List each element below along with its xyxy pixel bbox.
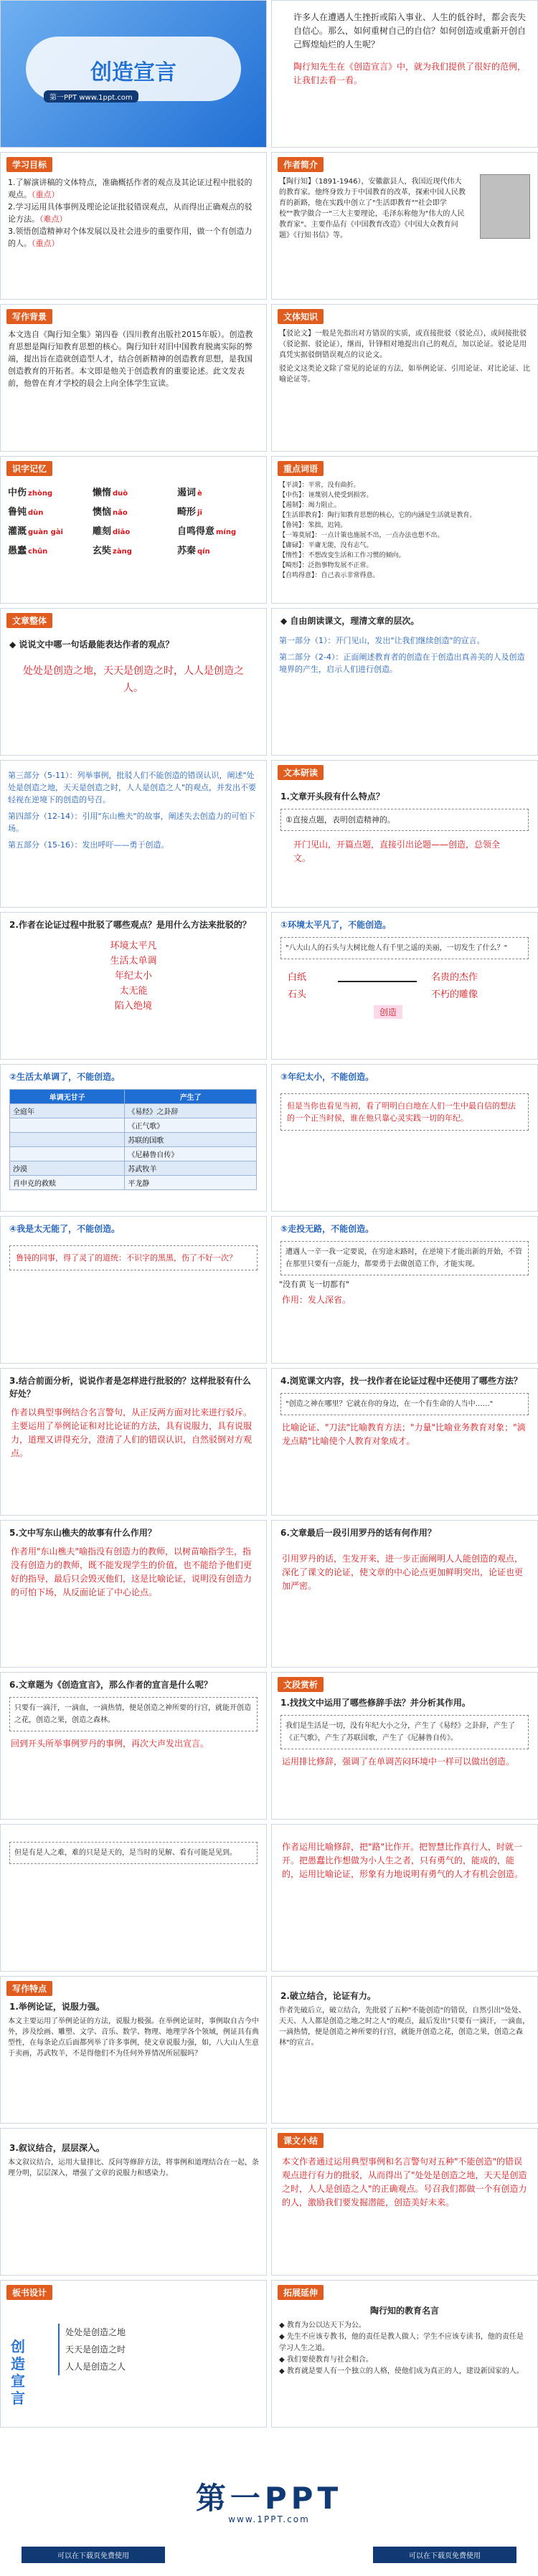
char-item <box>8 485 90 498</box>
board-item: 天天是创造之时 <box>58 2341 126 2358</box>
analysis-a2: 开门见山，开篇点题，直接引出论题——创造，总领全文。 <box>293 840 501 863</box>
cover-brand: 第一PPT <box>49 94 77 102</box>
writing-text-1: 本文主要运用了举例论证的方法，说服力极强。在举例论证时，事例取自古今中外，涉及绘画、雕塑、文学、音乐、数学、物理、地理学各个领域，例证具有典型性，在每条论点后面都列举了许多事例，使文章说服力强，如，八大山人生意于卖画，苏武牧羊，不是得他们不为任何外界情况所屈服吗？ <box>8 2017 259 2058</box>
q2-slide <box>0 912 267 1060</box>
q4-answer: 比喻论证、"刀法"比喻教育方法；"力量"比喻业务教育对象；"滴龙点睛"比喻使个人教育对象成才。 <box>282 1422 526 1446</box>
word-item: 【遏制】：竭力阻止。 <box>279 502 341 509</box>
table-cell: 《正气歌》 <box>125 1118 257 1133</box>
bullet-icon: ◆ <box>279 2367 287 2375</box>
q4-question: 4.浏览课文内容，找一找作者在论证过程中还使用了哪些方法？ <box>280 1376 522 1386</box>
env-result: 创造 <box>374 1005 402 1019</box>
writing-point-2: 2.破立结合，论证有力。 <box>280 1991 376 2001</box>
words-slide <box>271 456 538 604</box>
table-row <box>10 1133 257 1147</box>
char-word: 苏秦 <box>177 546 197 556</box>
part-3: 第三部分（5-11）：列举事例，批驳人们不能创造的错误认识，阐述"处处是创造之地，天天是创造之时，人人是创造之人"的观点，并发出不要轻视在逆境下的创造的号召。 <box>8 771 257 804</box>
genre-slide <box>271 304 538 452</box>
char-word: 玄奘 <box>93 546 112 556</box>
desp-text: 遭遇人一辛一我一定要说，在穷途末路时，在逆境下才能出新的开始，不管在那里只要有一点能力，都要勇于去做创造工作，才能实现。 <box>280 1241 529 1275</box>
table-row <box>10 1147 257 1161</box>
q2-item: 太无能 <box>119 986 148 997</box>
intro-text: 许多人在遭遇人生挫折或陷入事业、人生的低谷时，都会丧失自信心。那么，如何重树自己的自信？如何创造或重新开创自己辉煌灿烂的人生呢？ <box>293 12 527 49</box>
study-label: 文章整体 <box>6 613 52 628</box>
char-item <box>8 523 90 537</box>
env-slide <box>271 912 538 1060</box>
table-row <box>10 1176 257 1190</box>
char-word: 灌溉 <box>8 526 27 537</box>
life-title: ②生活太单调了，不能创造。 <box>9 1072 121 1082</box>
art-label: 文段赏析 <box>278 1677 324 1692</box>
char-item <box>93 485 174 498</box>
q2-item: 年纪太小 <box>114 971 152 982</box>
study-slide <box>0 608 267 756</box>
char-pinyin: è <box>197 490 202 498</box>
quote-item <box>279 2332 530 2354</box>
table-cell: 《尼赫鲁自传》 <box>125 1147 257 1161</box>
writing-slide-2 <box>271 1976 538 2124</box>
age-slide <box>271 1064 538 1212</box>
table-cell: 苏联的国歌 <box>125 1133 257 1147</box>
char-pinyin: zhòng <box>28 490 53 498</box>
bullet-icon: ◆ <box>9 640 19 650</box>
env-left-1: 白纸 <box>288 972 307 983</box>
char-pinyin: guàn gài <box>28 528 63 536</box>
desp-title: ⑤走投无路，不能创造。 <box>280 1224 374 1234</box>
board-item: 处处是创造之地 <box>58 2324 126 2341</box>
char-pinyin: diāo <box>113 528 131 536</box>
word-item: 【鲁钝】：笨拙，迟钝。 <box>279 522 347 529</box>
study-q1: 说说文中哪一句话最能表达作者的观点？ <box>19 640 174 650</box>
word-item: 【一筹莫展】：一点计策也施展不出，一点办法也想不出。 <box>279 532 444 539</box>
quote-text: 我们要使教育与社会相合。 <box>286 2356 373 2364</box>
char-word: 畸形 <box>177 507 197 518</box>
desp-quote: "没有黄飞一切都有" <box>279 1280 350 1289</box>
q3-answer: 作者以典型事例结合名言警句，从正反两方面对比来进行驳斥。主要运用了举例论证和对比论证的方法，具有说服力，具有说服力，道理又讲得充分，澄清了人们的错误认识，自然驳倒对方观点。 <box>11 1407 253 1458</box>
q4-slide <box>271 1368 538 1516</box>
life-header-2: 产生了 <box>125 1090 257 1104</box>
intro-highlight: 陶行知先生在《创造宣言》中，就为我们提供了很好的范例，让我们去看一看。 <box>293 62 527 85</box>
char-word: 中伤 <box>8 488 27 498</box>
q3-question: 3.结合前面分析，说说作者是怎样进行批驳的？这样批驳有什么好处？ <box>9 1376 251 1399</box>
goal-1-tag: （重点） <box>32 190 60 199</box>
char-pinyin: qín <box>197 548 210 556</box>
table-cell <box>10 1133 125 1147</box>
analysis-a1: ①直接点题，表明创造精神的。 <box>280 809 529 831</box>
analysis-question: 1.文章开头段有什么特点？ <box>280 792 384 802</box>
goal-1: 1.了解演讲稿的文体特点，准确概括作者的观点及其论证过程中批驳的观点。 <box>8 178 253 199</box>
q6-slide <box>271 1520 538 1668</box>
char-word: 雕刻 <box>93 526 112 537</box>
board-item: 人人是创造之人 <box>58 2358 126 2375</box>
quotes-label: 拓展延伸 <box>278 2285 324 2300</box>
table-cell <box>10 1118 125 1133</box>
char-pinyin: dùn <box>28 509 44 517</box>
q7-slide <box>0 1672 267 1820</box>
part-5: 第五部分（15-16）：发出呼吁——勇于创造。 <box>8 840 169 850</box>
board-label: 板书设计 <box>6 2285 52 2300</box>
cover-slide <box>0 0 267 148</box>
word-item: 【生活即教育】：陶行知教育思想的核心，它的内涵是生活就是教育。 <box>279 512 476 519</box>
author-slide <box>271 152 538 300</box>
study-answer: 处处是创造之地，天天是创造之时，人人是创造之人。 <box>23 665 244 694</box>
env-right-2: 不朽的雕像 <box>431 989 478 1000</box>
q6-question: 6.文章最后一段引用罗丹的话有何作用？ <box>280 1528 436 1538</box>
useless-title: ④我是太无能了，不能创造。 <box>9 1224 121 1234</box>
chars-slide <box>0 456 267 604</box>
env-arrow <box>338 981 417 982</box>
quote-text: 教育为公以达天下为公。 <box>286 2321 366 2329</box>
quote-item <box>279 2354 530 2366</box>
table-cell <box>10 1147 125 1161</box>
env-title: ①环境太平凡了，不能创造。 <box>280 920 392 930</box>
q2-list <box>1 934 266 1018</box>
char-word: 遏词 <box>177 488 197 498</box>
study-question <box>1 632 266 654</box>
char-word: 懊恼 <box>93 507 112 518</box>
table-cell: 肖申克的救赎 <box>10 1176 125 1190</box>
q5-answer: 作者用"东山樵夫"喻指没有创造力的教师，以树苗喻指学生，指没有创造力的教师，既不能发现学生的价值，也不能给予他们更好的指导，最后只会毁灭他们，这是比喻论证，说明没有创造力的可怕下场，从反面论证了中心论点。 <box>11 1546 253 1597</box>
quote-text: 教育就是要人有一个独立的人格，使他们成为真正的人，建设新国家的人。 <box>286 2367 524 2375</box>
summary-slide <box>271 2128 538 2276</box>
age-text: 但是当你也看见当初，看了明明白白地在人们一生中最自信的想法的一个正当时侯，谁在他只靠心灵实践一切的年纪。 <box>280 1093 529 1131</box>
author-portrait <box>480 174 530 239</box>
writing-slide-1 <box>0 1976 267 2124</box>
q3-slide <box>0 1368 267 1516</box>
table-cell: 《易经》之卦辞 <box>125 1104 257 1118</box>
char-word: 愚蠢 <box>8 546 27 556</box>
table-cell: 苏武牧羊 <box>125 1161 257 1176</box>
writing-text-2: 作者先破后立，破立结合，先批驳了五种"不能创造"的错误，自然引出"处处、天天、人人都是创造之地之时之人"的观点，最后发出"只要有一滴汗，一滴血，一滴热情，便是创造之神所要的行宫，就能开创造之花，创造之果，创造之森林"的宣言。 <box>279 2007 530 2047</box>
board-list <box>58 2324 126 2375</box>
art2-slide-right <box>271 1824 538 1972</box>
table-cell: 沙漠 <box>10 1161 125 1176</box>
structure-slide <box>0 760 267 908</box>
analysis-label: 文本研读 <box>278 765 324 780</box>
art-answer-1: 运用排比修辞，强调了在单调苦闷环境中一样可以做出创造。 <box>282 1757 515 1767</box>
author-text: 【陶行知】（1891-1946），安徽歙县人，我国近现代伟大的教育家。他终身致力于中国教育的改革，探索中国人民教育的新路，他在实践中创立了"生活即教育""社会即学校""教学做合一"三大主要理论，毛泽东称他为"伟大的人民教育家"。主要作品有《中国教育改造》《中国大众教育问题》《行知书信》等。 <box>279 178 466 239</box>
q5-question: 5.文中写东山樵夫的故事有什么作用？ <box>9 1528 156 1538</box>
writing-label: 写作特点 <box>6 1981 52 1996</box>
table-row <box>10 1118 257 1133</box>
art-slide <box>271 1672 538 1820</box>
background-label: 写作背景 <box>6 309 52 324</box>
desp-slide <box>271 1216 538 1364</box>
desp-answer: 作用：发人深省。 <box>282 1295 351 1305</box>
char-item <box>8 504 90 518</box>
genre-text-1: 【驳论文】一般是先指出对方错误的实质，或直接批驳（驳论点），或间接批驳（驳论据、驳论证），继而，针锋相对地提出自己的观点，加以论证。驳论是用真凭实据驳倒错误观点的议论文。 <box>279 330 527 359</box>
board-title: 创造宣言 <box>11 2338 25 2407</box>
summary-label: 课文小结 <box>278 2133 324 2148</box>
word-item: 【中伤】：诬蔑别人使受到损害。 <box>279 492 373 499</box>
art-answer-2: 作者运用比喻修辞，把"路"比作开。把智慧比作真行人，时就一开。把愚蠢比作想做为小人生之者，只有勇气的，能成的，能的，运用比喻论证，形象有力地说明有勇气的人才有机会创造。 <box>282 1842 524 1879</box>
reading-label: 自由朗读课文，理清文章的层次。 <box>290 616 420 626</box>
art2-slide-left <box>0 1824 267 1972</box>
char-word: 懒惰 <box>93 488 112 498</box>
char-item <box>8 543 90 556</box>
brand-footer <box>0 2432 538 2576</box>
word-item: 【平淡】：平常，没有曲折。 <box>279 482 360 489</box>
cover-url: www.1ppt.com <box>79 94 133 102</box>
char-pinyin: míng <box>216 528 237 536</box>
q2-item: 陷入绝境 <box>114 1001 152 1012</box>
life-slide <box>0 1064 267 1212</box>
bullet-icon: ◆ <box>279 2333 287 2341</box>
writing-text-3: 本文叙议结合，运用大量排比、反问等修辞方法，将事例和道理结合在一起，条理分明，层层深入，增强了文章的说服力和感染力。 <box>8 2159 259 2177</box>
intro-slide <box>271 0 538 148</box>
goal-2: 2.学习运用具体事例及理论论证批驳错误观点，从而得出正确观点的驳论方法。 <box>8 202 253 224</box>
words-label: 重点词语 <box>278 461 324 476</box>
useless-slide <box>0 1216 267 1364</box>
part-2: 第二部分（2-4）：正面阐述教育者的创造在于创造出真善美的人及创造境界的产生，启示人们进行创造。 <box>279 652 525 674</box>
author-label: 作者简介 <box>278 157 324 172</box>
goal-2-tag: （难点） <box>39 214 67 224</box>
part-1: 第一部分（1）：开门见山，发出"让我们继续创造"的宣言。 <box>279 636 485 645</box>
quotes-title: 陶行知的教育名言 <box>369 2306 439 2316</box>
quotes-list <box>272 2320 537 2377</box>
word-item: 【惰性】：不想改变生活和工作习惯的倾向。 <box>279 552 405 559</box>
reading-title <box>272 609 537 630</box>
summary-text: 本文作者通过运用典型事例和名言警句对五种"不能创造"的错误观点进行有力的批驳，从而得出了"处处是创造之地，天天是创造之时，人人是创造之人"的正确观点。号召我们都做一个有创造力的人，激励我们要发掘潜能，创造美好未来。 <box>282 2157 527 2207</box>
brand-name: 第一PPT <box>195 2481 343 2516</box>
genre-text-2: 驳论文这类论文除了常见的论证的方法，如举例论证、引用论证、对比论证、比喻论证等。 <box>279 365 530 384</box>
table-row <box>10 1104 257 1118</box>
cover-title: 创造宣言 <box>90 60 176 85</box>
q7-answer: 回到开头所举事例罗丹的事例，再次大声发出宣言。 <box>11 1739 209 1749</box>
char-item <box>93 523 174 537</box>
env-quote: "八大山人的石头与大树比他人有千里之遥的美丽，一切发生了什么？" <box>280 937 529 959</box>
quote-item <box>279 2320 530 2332</box>
part-4: 第四部分（12-14）：引用"东山樵夫"的故事，阐述失去创造力的可怕下场。 <box>8 812 255 833</box>
env-compare <box>280 964 529 1021</box>
art-quote-2: 但是有是人之难，难的只是是天的，是当时的见解、看有可能是见到。 <box>9 1842 258 1864</box>
quote-text: 先生不应该专教书，他的责任是教人做人；学生不应该专读书，他的责任是学习人生之道。 <box>279 2333 524 2352</box>
q5-slide <box>0 1520 267 1668</box>
table-cell: 平龙静 <box>125 1176 257 1190</box>
char-item <box>93 504 174 518</box>
word-item: 【庸碌】：平庸无能，没有志气。 <box>279 542 373 549</box>
analysis-slide <box>271 760 538 908</box>
q2-item: 生活太单调 <box>110 956 157 966</box>
char-item <box>177 523 259 537</box>
bullet-icon: ◆ <box>280 616 291 626</box>
char-word: 鲁钝 <box>8 507 27 518</box>
background-text: 本文选自《陶行知全集》第四卷（四川教育出版社2015年版）。创造教育思想是陶行知教育思想的核心。陶行知针对旧中国教育脱离实际的弊端，提出旨在造就创造型人才，结合创新精神的创造教育思想，是我国创造教育的开拓者。本文即是他关于创造教育的重要论述。此文发表前，他曾在育才学校的晨会上向全体学生宣读。 <box>8 330 253 388</box>
q2-question: 2.作者在论证过程中批驳了哪些观点？是用什么方法来批驳的？ <box>9 920 251 930</box>
board-slide <box>0 2280 267 2428</box>
q7-question: 6.文章题为《创造宣言》，那么作者的宣言是什么呢？ <box>9 1680 212 1690</box>
char-pinyin: jī <box>197 509 202 517</box>
q7-quote: 只要有一滴汗，一滴血，一滴热情，便是创造之神所要的行宫，就能开创造之花，创造之果，创造之森林。 <box>9 1697 258 1731</box>
art-quote-1: 我们是生活是一切，没有年纪大小之分，产生了《易经》之卦辞，产生了《正气歌》，产生了苏联国歌，产生了《尼赫鲁自传》。 <box>280 1715 529 1749</box>
art-question: 1.找找文中运用了哪些修辞手法？并分析其作用。 <box>280 1698 471 1708</box>
char-word: 自鸣得意 <box>177 526 215 537</box>
word-item: 【畸形】：泛指事物发展不正常。 <box>279 562 373 569</box>
env-left-2: 石头 <box>288 989 307 1000</box>
char-item <box>177 543 259 556</box>
brand-url: www.1PPT.com <box>228 2514 310 2524</box>
q4-quote: "创造之神在哪里？它就在你的身边，在一个有生命的人当中……" <box>280 1393 529 1415</box>
char-item <box>177 485 259 498</box>
brand-right-button[interactable]: 可以在下载页免费使用 <box>373 2547 516 2563</box>
goal-3-tag: （重点） <box>32 239 60 248</box>
words-list <box>272 480 537 581</box>
table-row <box>10 1161 257 1176</box>
chars-grid <box>1 480 266 561</box>
writing-point-3: 3.叙议结合，层层深入。 <box>9 2143 105 2153</box>
q2-item: 环境太平凡 <box>110 941 157 951</box>
writing-slide-3 <box>0 2128 267 2276</box>
goals-list <box>1 176 266 249</box>
table-cell: 全庭年 <box>10 1104 125 1118</box>
env-right-1: 名贵的杰作 <box>431 972 478 983</box>
life-header-1: 单调无甘子 <box>10 1090 125 1104</box>
reading-slide <box>271 608 538 756</box>
char-item <box>93 543 174 556</box>
bullet-icon: ◆ <box>279 2356 287 2364</box>
word-item: 【自鸣得意】：自己表示非常得意。 <box>279 572 379 579</box>
brand-left-button[interactable]: 可以在下载页免费使用 <box>22 2547 165 2563</box>
q6-answer: 引用罗丹的话，生发开来，进一步正面阐明人人能创造的观点，深化了课文的论证，使文章的中心论点更加鲜明突出，论证也更加严密。 <box>282 1554 524 1591</box>
quote-item <box>279 2366 530 2377</box>
writing-point-1: 1.举例论证，说服力强。 <box>9 2002 105 2012</box>
chars-label: 识字记忆 <box>6 461 52 476</box>
goals-label: 学习目标 <box>6 157 52 172</box>
goal-3: 3.领悟创造精神对个体发展以及社会进步的重要作用，做一个有创造力的人。 <box>8 227 253 248</box>
goals-slide <box>0 152 267 300</box>
char-pinyin: nǎo <box>113 509 128 517</box>
bullet-icon: ◆ <box>279 2321 287 2329</box>
quotes-slide <box>271 2280 538 2428</box>
char-pinyin: chǔn <box>28 548 48 556</box>
char-item <box>177 504 259 518</box>
life-table <box>9 1089 257 1190</box>
useless-text: 鲁钝的同事，得了灵了的道统：不识字的黑黑，伤了不好一次？ <box>9 1245 258 1270</box>
age-title: ③年纪太小，不能创造。 <box>280 1072 374 1082</box>
genre-label: 文体知识 <box>278 309 324 324</box>
cover-subtitle <box>44 90 138 103</box>
char-pinyin: zàng <box>113 548 132 556</box>
background-slide <box>0 304 267 452</box>
char-pinyin: duò <box>113 490 128 498</box>
